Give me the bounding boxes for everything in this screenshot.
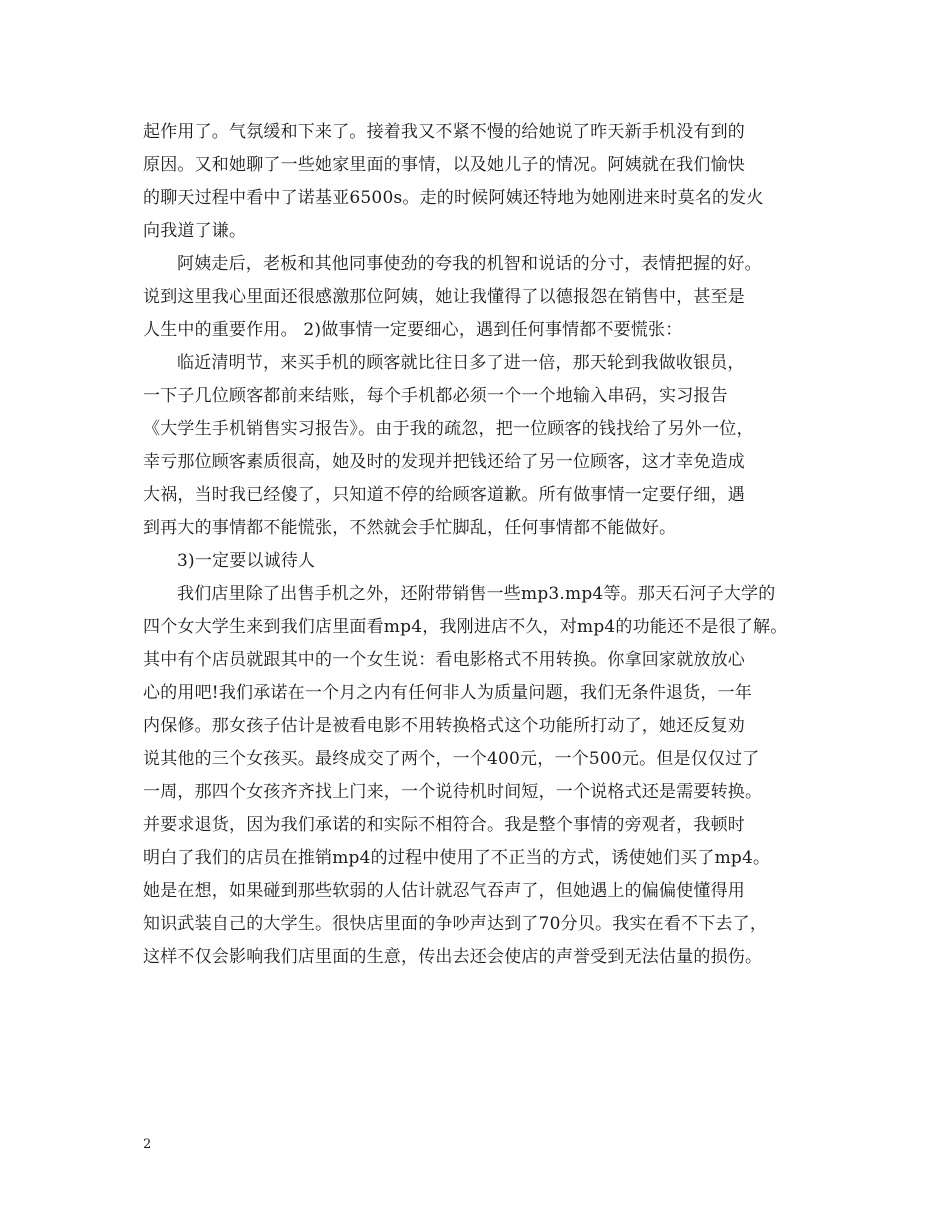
text-line: 大祸，当时我已经傻了，只知道不停的给顾客道歉。所有做事情一定要仔细，遇 [143, 485, 745, 505]
text-line: 明白了我们的店员在推销mp4的过程中使用了不正当的方式，诱使她们买了mp4。 [143, 848, 771, 868]
text-line: 其中有个店员就跟其中的一个女生说：看电影格式不用转换。你拿回家就放放心 [143, 650, 745, 670]
text-line: 我们店里除了出售手机之外，还附带销售一些mp3.mp4等。那天石河子大学的 [177, 584, 776, 604]
text-line: 《大学生手机销售实习报告》。由于我的疏忽，把一位顾客的钱找给了另外一位， [143, 419, 754, 439]
text-line: 临近清明节，来买手机的顾客就比往日多了进一倍，那天轮到我做收银员， [177, 353, 745, 373]
text-line: 起作用了。气氛缓和下来了。接着我又不紧不慢的给她说了昨天新手机没有到的 [143, 122, 745, 142]
text-line: 一周，那四个女孩齐齐找上门来，一个说待机时间短，一个说格式还是需要转换。 [143, 782, 763, 802]
text-line: 幸亏那位顾客素质很高，她及时的发现并把钱还给了另一位顾客，这才幸免造成 [143, 452, 745, 472]
text-line: 四个女大学生来到我们店里面看mp4，我刚进店不久，对mp4的功能还不是很了解。 [143, 617, 788, 637]
text-line: 3)一定要以诚待人 [177, 551, 316, 571]
text-line: 心的用吧!我们承诺在一个月之内有任何非人为质量问题，我们无条件退货，一年 [143, 683, 753, 703]
text-line: 原因。又和她聊了一些她家里面的事情，以及她儿子的情况。阿姨就在我们愉快 [143, 155, 745, 175]
body-text [143, 116, 833, 974]
text-line: 内保修。那女孩子估计是被看电影不用转换格式这个功能所打动了，她还反复劝 [143, 716, 745, 736]
page-number: 2 [143, 1137, 152, 1152]
text-line: 并要求退货，因为我们承诺的和实际不相符合。我是整个事情的旁观者，我顿时 [143, 815, 745, 835]
text-line: 人生中的重要作用。 2)做事情一定要细心，遇到任何事情都不要慌张： [143, 320, 683, 340]
text-line: 一下子几位顾客都前来结账，每个手机都必须一个一个地输入串码，实习报告 [143, 386, 728, 406]
text-line: 阿姨走后，老板和其他同事使劲的夸我的机智和说话的分寸，表情把握的好。 [177, 254, 762, 274]
text-line: 向我道了谦。 [143, 221, 247, 241]
text-line: 说到这里我心里面还很感激那位阿姨，她让我懂得了以德报怨在销售中，甚至是 [143, 287, 745, 307]
text-line: 的聊天过程中看中了诺基亚6500s。走的时候阿姨还特地为她刚进来时莫名的发火 [143, 188, 764, 208]
text-line: 说其他的三个女孩买。最终成交了两个，一个400元，一个500元。但是仅仅过了 [143, 749, 760, 769]
text-line: 知识武装自己的大学生。很快店里面的争吵声达到了70分贝。我实在看不下去了， [143, 914, 768, 934]
text-line: 她是在想，如果碰到那些软弱的人估计就忍气吞声了，但她遇上的偏偏使懂得用 [143, 881, 745, 901]
text-line: 这样不仅会影响我们店里面的生意，传出去还会使店的声誉受到无法估量的损伤。 [143, 947, 763, 967]
text-line: 到再大的事情都不能慌张，不然就会手忙脚乱，任何事情都不能做好。 [143, 518, 677, 538]
